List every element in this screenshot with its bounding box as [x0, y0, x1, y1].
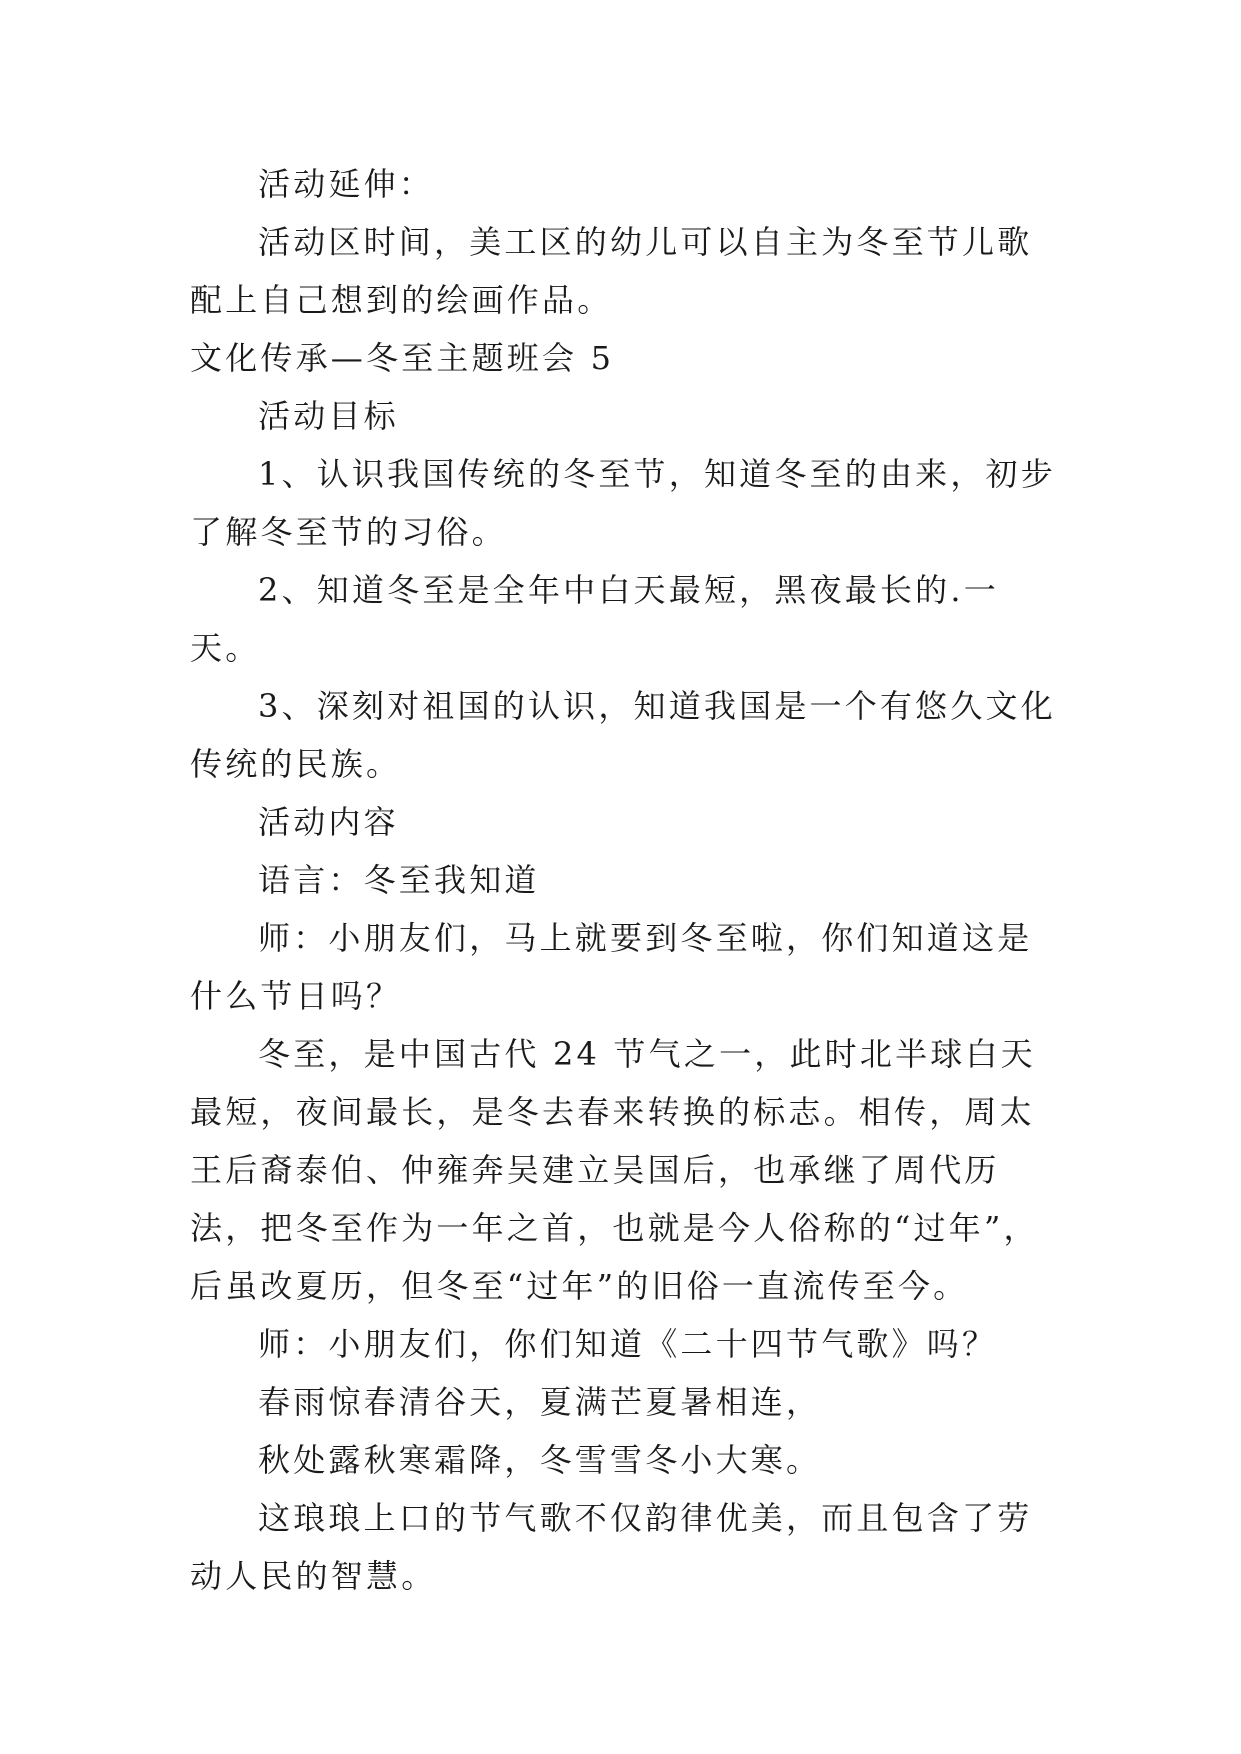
- paragraph-activity-extension-text: 活动区时间，美工区的幼儿可以自主为冬至节儿歌配上自己想到的绘画作品。: [190, 223, 1033, 319]
- document-body: [190, 155, 1060, 1605]
- paragraph-activity-content-heading: 活动内容: [258, 803, 399, 841]
- paragraph-winter-solstice-explanation: 冬至，是中国古代 24 节气之一，此时北半球白天最短，夜间最长，是冬去春来转换的标志。相传，周太王后裔泰伯、仲雍奔吴建立吴国后，也承继了周代历法，把冬至作为一年之首，也就是今人俗称的“过年”，后虽改夏历，但冬至“过年”的旧俗一直流传至今。: [190, 1035, 1039, 1305]
- paragraph-goal-2: 2、知道冬至是全年中白天最短，黑夜最长的.一天。: [190, 571, 999, 667]
- paragraph-song-line-2: 秋处露秋寒霜降，冬雪雪冬小大寒。: [258, 1441, 822, 1479]
- paragraph-teacher-question-1: 师：小朋友们，马上就要到冬至啦，你们知道这是什么节日吗？: [190, 919, 1033, 1015]
- paragraph-language-subheading: 语言：冬至我知道: [258, 861, 540, 899]
- paragraph-goal-1: 1、认识我国传统的冬至节，知道冬至的由来，初步了解冬至节的习俗。: [190, 455, 1056, 551]
- paragraph-activity-goals-heading: 活动目标: [258, 397, 399, 435]
- section-title: 文化传承—冬至主题班会 5: [190, 339, 615, 377]
- paragraph-song-conclusion: 这琅琅上口的节气歌不仅韵律优美，而且包含了劳动人民的智慧。: [190, 1499, 1033, 1595]
- paragraph-song-line-1: 春雨惊春清谷天，夏满芒夏暑相连，: [258, 1383, 822, 1421]
- paragraph-activity-extension-heading: 活动延伸：: [258, 165, 435, 203]
- paragraph-goal-3: 3、深刻对祖国的认识，知道我国是一个有悠久文化传统的民族。: [190, 687, 1056, 783]
- paragraph-teacher-question-2: 师：小朋友们，你们知道《二十四节气歌》吗？: [258, 1325, 998, 1363]
